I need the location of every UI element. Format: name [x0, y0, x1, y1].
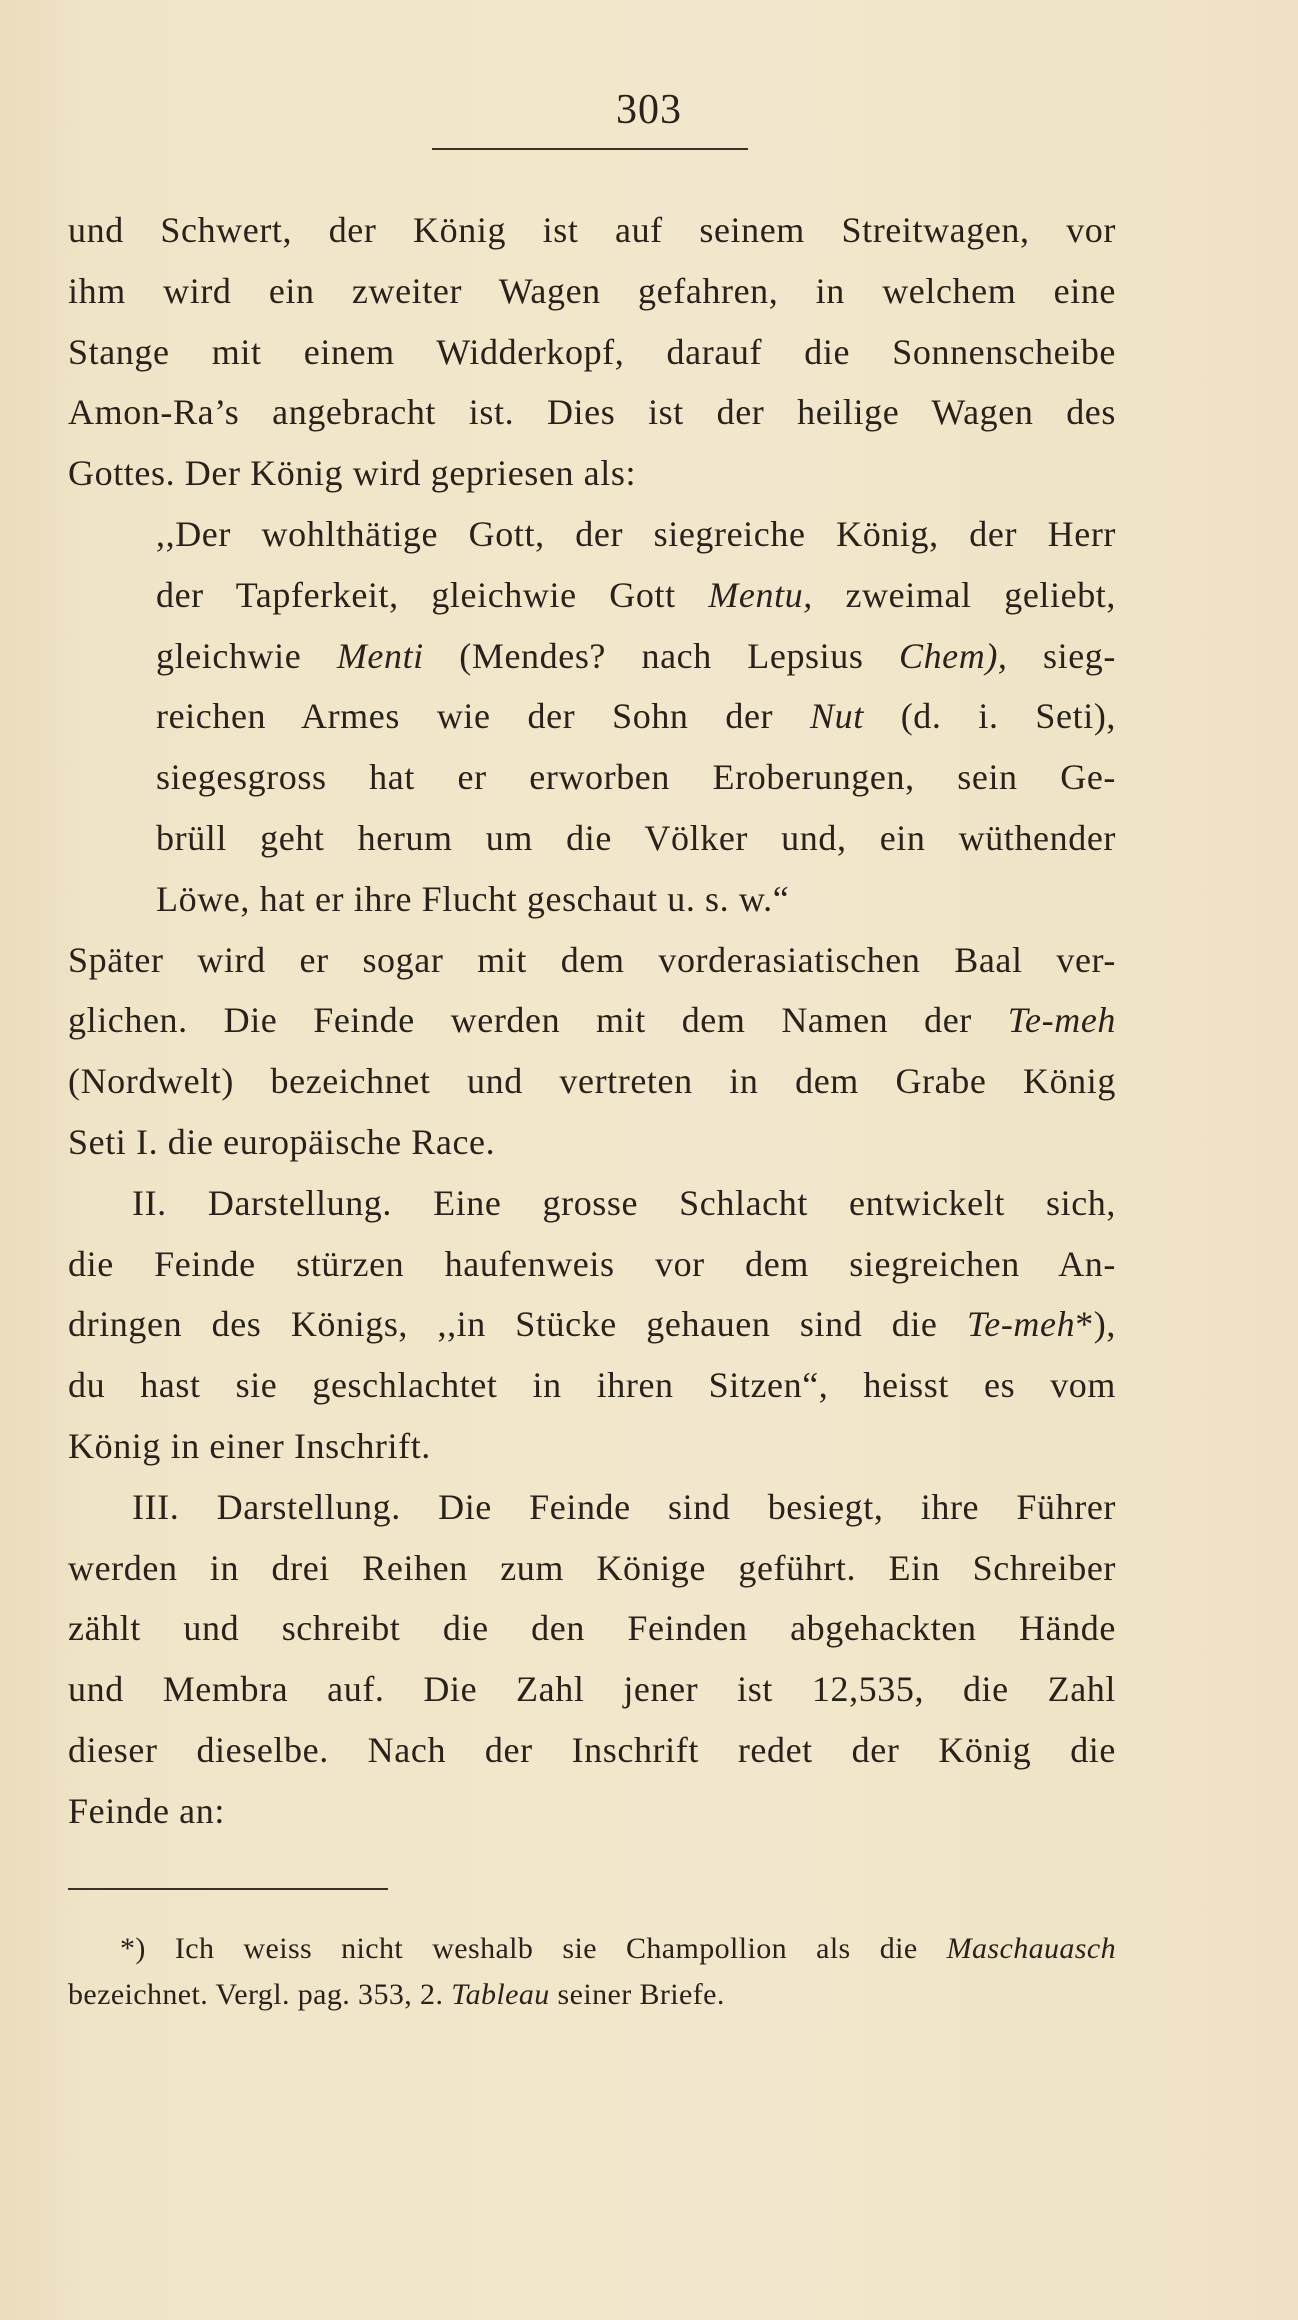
text-line: Amon-Ra’s angebracht ist. Dies ist der heilige Wagen des	[68, 392, 1116, 433]
paragraph-4	[68, 1477, 1116, 1842]
footnote-marker: *),	[1075, 1304, 1116, 1345]
footnote	[68, 1926, 1116, 2018]
text-line: Später wird er sogar mit dem vorderasiatischen Baal ver-	[68, 939, 1116, 980]
text-line: du hast sie geschlachtet in ihren Sitzen“, heisst es vom	[68, 1365, 1116, 1406]
italic-term: Mentu,	[708, 574, 813, 615]
page-number: 303	[616, 87, 682, 133]
block-quote	[68, 504, 1116, 930]
text-line: dieser dieselbe. Nach der Inschrift redet der König die	[68, 1729, 1116, 1770]
body-text	[68, 200, 1116, 1842]
footnote-line: bezeichnet. Vergl. pag. 353, 2. Tableau seiner Briefe.	[68, 1978, 725, 2011]
text-line: werden in drei Reihen zum Könige geführt. Ein Schreiber	[68, 1547, 1116, 1588]
paragraph-3	[68, 1173, 1116, 1477]
text-line: die Feinde stürzen haufenweis vor dem siegreichen An-	[68, 1243, 1116, 1284]
footnote-line: *) Ich weiss nicht weshalb sie Champollion als die Maschauasch	[120, 1932, 1116, 1965]
text-line: glichen. Die Feinde werden mit dem Namen der Te-meh	[68, 1000, 1116, 1041]
footnote-rule	[68, 1888, 388, 1890]
text-line: Feinde an:	[68, 1790, 225, 1831]
italic-term: Nut	[810, 696, 864, 737]
text-line: (Nordwelt) bezeichnet und vertreten in dem Grabe König	[68, 1061, 1116, 1102]
text-line: brüll geht herum um die Völker und, ein wüthender	[156, 817, 1116, 858]
italic-term: Chem),	[898, 635, 1008, 676]
text-line: gleichwie Menti (Mendes? nach Lepsius Chem), sieg-	[156, 635, 1116, 676]
paragraph-2	[68, 930, 1116, 1173]
text-line: Seti I. die europäische Race.	[68, 1121, 496, 1162]
italic-term: Te-meh	[966, 1304, 1076, 1345]
text-line: und Membra auf. Die Zahl jener ist 12,535, die Zahl	[68, 1669, 1116, 1710]
text-line: dringen des Königs, ,,in Stücke gehauen sind die Te-meh*),	[68, 1304, 1116, 1345]
text-line: König in einer Inschrift.	[68, 1425, 431, 1466]
italic-term: Te-meh	[1007, 1000, 1116, 1041]
text-line: und Schwert, der König ist auf seinem Streitwagen, vor	[68, 210, 1116, 250]
italic-term: Maschauasch	[946, 1932, 1116, 1965]
text-line: III. Darstellung. Die Feinde sind besiegt, ihre Führer	[132, 1486, 1116, 1527]
text-line: der Tapferkeit, gleichwie Gott Mentu, zweimal geliebt,	[156, 574, 1116, 615]
text-line: ihm wird ein zweiter Wagen gefahren, in welchem eine	[68, 270, 1116, 311]
text-line: II. Darstellung. Eine grosse Schlacht entwickelt sich,	[132, 1182, 1116, 1223]
text-line: Gottes. Der König wird gepriesen als:	[68, 453, 637, 494]
paragraph-1	[68, 200, 1116, 504]
header-rule	[432, 148, 748, 150]
text-line: zählt und schreibt die den Feinden abgehackten Hände	[68, 1608, 1116, 1649]
text-line: Löwe, hat er ihre Flucht geschaut u. s. w.“	[156, 878, 790, 919]
italic-term: Menti	[336, 635, 424, 676]
text-line: siegesgross hat er erworben Eroberungen, sein Ge-	[156, 757, 1116, 798]
text-line: ,,Der wohlthätige Gott, der siegreiche König, der Herr	[156, 513, 1116, 554]
text-line: Stange mit einem Widderkopf, darauf die Sonnenscheibe	[68, 331, 1116, 372]
italic-term: Tableau	[451, 1978, 550, 2011]
text-line: reichen Armes wie der Sohn der Nut (d. i. Seti),	[156, 696, 1117, 737]
